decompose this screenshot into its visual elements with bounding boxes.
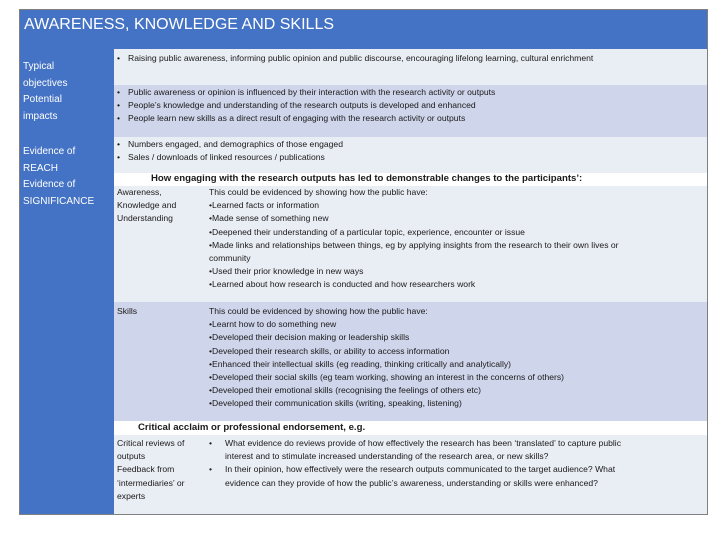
skills-evidence — [209, 305, 564, 411]
impact-item: • People learn new skills as a direct result of engaging with the research activity or outputs — [117, 112, 495, 125]
skills-line: •Learnt how to do something new — [209, 319, 337, 330]
objective-item: • Raising public awareness, informing public opinion and public discourse, encouraging lifelong learning, cultural enrichment — [117, 52, 593, 65]
significance-heading-band — [114, 173, 707, 186]
significance-heading: How engaging with the research outputs has led to demonstrable changes to the participants’: — [151, 173, 583, 184]
reach-item: • Numbers engaged, and demographics of those engaged — [117, 138, 343, 151]
label-potential-impacts: Potential impacts — [23, 94, 62, 122]
critical-item-line: interest and to stimulate increased understanding of the research area, or new skills? — [225, 451, 549, 462]
skills-line: •Developed their research skills, or ability to access information — [209, 345, 450, 356]
critical-heading: Critical acclaim or professional endorsement, e.g. — [138, 422, 366, 433]
awareness-line: •Deepened their understanding of a particular topic, experience, encounter or issue — [209, 226, 525, 237]
skills-line: This could be evidenced by showing how the public have: — [209, 306, 428, 316]
awareness-line: •Learned facts or information — [209, 200, 320, 211]
awareness-line: •Made links and relationships between things, eg by applying insights from the research to their own lives or — [209, 239, 619, 250]
critical-item-line: In their opinion, how effectively were the research outputs communicated to the target audience? What — [225, 464, 616, 475]
skills-line: •Developed their social skills (eg team working, showing an interest in the concerns of others) — [209, 372, 565, 383]
awareness-line: •Learned about how research is conducted and how researchers work — [209, 279, 476, 290]
impact-item: • Public awareness or opinion is influenced by their interaction with the research activity or outputs — [117, 86, 495, 99]
objectives-list — [117, 52, 593, 65]
awareness-evidence — [209, 186, 619, 292]
awareness-line: •Used their prior knowledge in new ways — [209, 266, 364, 277]
awareness-line: community — [209, 253, 251, 264]
critical-heading-band — [114, 421, 707, 435]
reach-list — [117, 138, 343, 164]
critical-item — [209, 463, 621, 489]
reach-item: • Sales / downloads of linked resources / publications — [117, 151, 343, 164]
reach-band — [114, 137, 707, 173]
critical-label: Critical reviews of outputs Feedback from ‘intermediaries’ or experts — [117, 438, 185, 501]
left-label-column — [20, 49, 114, 514]
impacts-band — [114, 85, 707, 137]
bullet-icon: • — [209, 438, 213, 448]
awareness-band — [114, 186, 707, 302]
critical-item-line: What evidence do reviews provide of how effectively the research has been ‘translated’ to capture public — [225, 438, 622, 448]
objectives-band — [114, 49, 707, 85]
skills-line: •Developed their decision making or leadership skills — [209, 332, 410, 343]
skills-line: •Enhanced their intellectual skills (eg reading, thinking critically and analytically) — [209, 358, 512, 369]
skills-band — [114, 302, 707, 421]
page-title: AWARENESS, KNOWLEDGE AND SKILLS — [20, 10, 707, 49]
label-typical-objectives: Typical objectives — [23, 61, 68, 89]
critical-band — [114, 435, 707, 514]
critical-items — [209, 437, 621, 490]
content-frame — [19, 9, 708, 515]
critical-item — [209, 437, 621, 463]
impact-item: • People’s knowledge and understanding of the research outputs is developed and enhanced — [117, 99, 495, 112]
critical-item-line: evidence can they provide of how the public’s awareness, understanding or skills were enhanced? — [225, 477, 598, 488]
skills-line: •Developed their communication skills (writing, speaking, listening) — [209, 398, 462, 409]
skills-line: •Developed their emotional skills (recognising the feelings of others etc) — [209, 385, 481, 396]
bullet-icon: • — [209, 464, 213, 475]
awareness-line: This could be evidenced by showing how the public have: — [209, 187, 428, 197]
awareness-line: •Made sense of something new — [209, 213, 329, 224]
awareness-label: Awareness, Knowledge and Understanding — [117, 187, 177, 224]
impacts-list — [117, 86, 495, 126]
skills-label: Skills — [117, 306, 138, 316]
label-evidence: Evidence of REACH Evidence of SIGNIFICANCE — [23, 146, 95, 207]
